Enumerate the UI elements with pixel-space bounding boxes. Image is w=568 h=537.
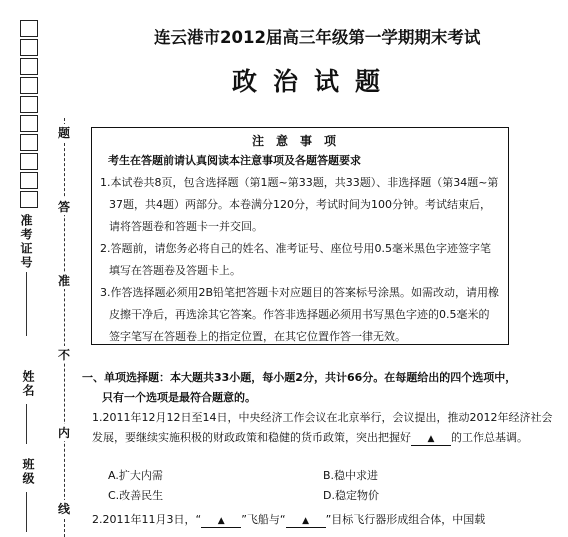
exam-id-digit-box [20,96,38,113]
question-1-options [108,466,538,506]
class-label: 班级 [21,458,35,486]
notice-intro: 考生在答题前请认真阅读本注意事项及各题答题要求 [108,154,361,167]
exam-id-boxes [20,20,42,210]
exam-id-digit-box [20,134,38,151]
section-heading [82,368,562,408]
option-d: D.稳定物价 [323,489,379,502]
answer-blank: ▲ [201,515,241,528]
section-instructions: 一、单项选择题：本大题共33小题，每小题2分，共计66分。在每题给出的四个选项中， [82,371,517,384]
exam-id-digit-box [20,39,38,56]
question-2 [92,510,560,530]
question-2-stem-mid: ”飞船与“ [241,513,286,526]
question-1-stem: 1.2011年12月12日至14日，中央经济工作会议在北京举行，会议提出，推动2012年经济社会发展，要继续实施积极的财政政策和稳健的货币政策，突出把握好 [92,411,553,444]
notice-item: 2.答题前，请您务必将自己的姓名、准考证号、座位号用0.5毫米黑色字迹签字笔填写在答题卷及答题卡上。 [100,242,491,277]
exam-id-digit-box [20,191,38,208]
question-1-stem-end: 的工作总基调。 [451,431,528,444]
notice-item: 1.本试卷共8页，包含选择题（第1题~第33题，共33题）、非选择题（第34题~第37题，共4题）两部分。本卷满分120分，考试时间为100分钟。考试结束后，请将答题卷和答题卡一并交回。 [100,176,499,233]
binding-margin [0,0,78,537]
exam-id-line [26,272,27,336]
option-a: A.扩大内需 [108,469,163,482]
notice-box [91,127,509,345]
exam-id-digit-box [20,172,38,189]
notice-item: 3.作答选择题必须用2B铅笔把答题卡对应题目的答案标号涂黑。如需改动，请用橡皮擦干净后，再选涂其它答案。作答非选择题必须用书写黑色字迹的0.5毫米的签字笔写在答题卷上的指定位置，在其它位置作答一律无效。 [100,286,500,343]
question-2-stem: 2.2011年11月3日，“ [92,513,202,526]
exam-id-digit-box [20,77,38,94]
question-2-stem-end: ”目标飞行器形成组合体，中国载 [325,513,486,526]
binding-dashed-line [64,118,65,537]
school-exam-title: 连云港市2012届高三年级第一学期期末考试 [154,28,481,47]
exam-id-digit-box [20,115,38,132]
seal-char: 内 [58,426,71,440]
exam-id-digit-box [20,20,38,37]
answer-blank: ▲ [411,433,451,446]
exam-id-digit-box [20,153,38,170]
exam-id-digit-box [20,58,38,75]
seal-char: 准 [58,274,71,288]
seal-char: 不 [58,348,71,362]
seal-char: 答 [58,200,71,214]
name-line [26,404,27,444]
section-instructions-cont: 只有一个选项是最符合题意的。 [102,391,256,404]
class-line [26,492,27,532]
subject-title: 政治试题 [231,67,396,96]
seal-char: 线 [58,502,71,516]
option-c: C.改善民生 [108,489,164,502]
answer-blank: ▲ [286,515,326,528]
option-b: B.稳中求进 [323,469,379,482]
notice-title: 注意事项 [251,134,348,148]
name-label: 姓名 [21,370,35,398]
seal-char: 题 [58,126,71,140]
question-1 [92,408,560,448]
exam-id-label: 准考证号 [19,214,33,270]
